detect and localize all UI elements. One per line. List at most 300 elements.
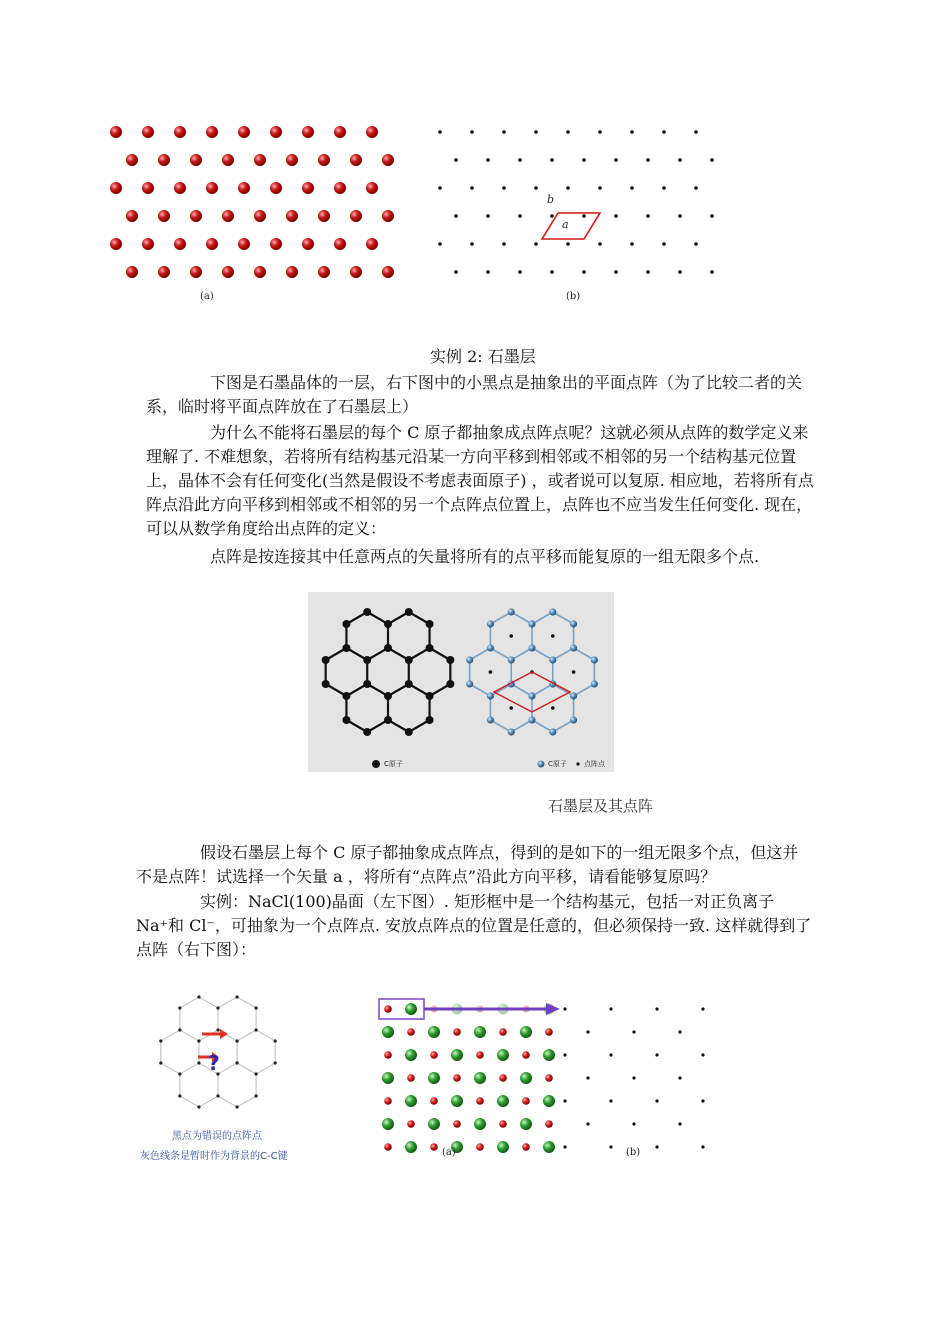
wrong-lattice-point xyxy=(274,1061,277,1064)
lattice-point xyxy=(438,242,442,246)
na-ion xyxy=(407,1074,415,1082)
bond xyxy=(237,1063,256,1074)
carbon-atom xyxy=(405,608,413,616)
carbon-atom xyxy=(487,692,494,699)
nacl-ion-grid xyxy=(382,1003,555,1153)
lattice-point xyxy=(609,1053,612,1056)
paragraph-not-lattice: 假设石墨层上每个 C 原子都抽象成点阵点，得到的是如下的一组无限多个点，但这并不是点阵！试选择一个矢量 a ，将所有“点阵点”沿此方向平移，请看能够复原吗？ xyxy=(136,843,799,886)
lattice-point xyxy=(598,130,602,134)
carbon-atom xyxy=(466,680,473,687)
bond xyxy=(256,1063,275,1074)
carbon-atom xyxy=(342,620,350,628)
cl-ion xyxy=(382,1118,394,1130)
lattice-point xyxy=(609,1007,612,1010)
cl-ion xyxy=(497,1049,509,1061)
na-ion xyxy=(476,1097,484,1105)
wrong-lattice-point xyxy=(255,1006,258,1009)
atom xyxy=(254,266,266,278)
lattice-point xyxy=(470,130,474,134)
carbon-atom xyxy=(528,692,535,699)
atom xyxy=(222,210,234,222)
lattice-point xyxy=(582,158,586,162)
atom xyxy=(206,126,218,138)
carbon-atom xyxy=(528,620,535,627)
figure1-label-b: (b) xyxy=(566,291,581,302)
na-ion xyxy=(499,1028,507,1036)
carbon-atom xyxy=(487,644,494,651)
atom xyxy=(382,154,394,166)
cl-ion xyxy=(520,1072,532,1084)
atom xyxy=(238,238,250,250)
wrong-lattice-point xyxy=(178,1028,181,1031)
lattice-point xyxy=(454,270,458,274)
lattice-point xyxy=(710,158,714,162)
carbon-atom xyxy=(426,716,434,724)
lattice-point xyxy=(646,158,650,162)
wrong-lattice-point xyxy=(197,1039,200,1042)
atom xyxy=(158,210,170,222)
carbon-atom xyxy=(570,644,577,651)
atom xyxy=(350,210,362,222)
nacl-point-lattice xyxy=(563,1007,704,1148)
lattice-point xyxy=(632,1122,635,1125)
lattice-point xyxy=(678,1076,681,1079)
cl-ion xyxy=(451,1095,463,1107)
lattice-point xyxy=(518,214,522,218)
legend-left xyxy=(372,759,403,768)
na-ion xyxy=(476,1051,484,1059)
lattice-point xyxy=(598,186,602,190)
cl-ion xyxy=(451,1049,463,1061)
cl-ion xyxy=(543,1141,555,1153)
bond xyxy=(218,1063,237,1074)
carbon-atom xyxy=(405,728,413,736)
atom xyxy=(190,154,202,166)
paragraph-nacl-continued: Na⁺和 Cl⁻，可抽象为一个点阵点. 安放点阵点的位置是任意的，但必须保持一致. 这样就得到了点阵（右下图）： xyxy=(136,916,812,959)
figure3-label-b: (b) xyxy=(626,1147,641,1158)
atom xyxy=(286,154,298,166)
bond xyxy=(199,997,218,1008)
bond xyxy=(180,997,199,1008)
lattice-point xyxy=(678,214,682,218)
atom xyxy=(334,126,346,138)
lattice-point xyxy=(470,242,474,246)
atom xyxy=(238,182,250,194)
carbon-atom xyxy=(405,656,413,664)
lattice-point xyxy=(550,214,554,218)
lattice-point xyxy=(502,242,506,246)
lattice-point xyxy=(678,158,682,162)
carbon-atom xyxy=(342,692,350,700)
cl-ion xyxy=(405,1049,417,1061)
atom xyxy=(318,210,330,222)
atom xyxy=(110,182,122,194)
lattice-point xyxy=(655,1053,658,1056)
atom xyxy=(366,182,378,194)
carbon-atom xyxy=(570,716,577,723)
wrong-lattice-point xyxy=(178,1072,181,1075)
lattice-point xyxy=(701,1053,704,1056)
svg-text:点阵点: 点阵点 xyxy=(584,760,605,768)
wrong-lattice-point xyxy=(255,1028,258,1031)
lattice-point xyxy=(438,186,442,190)
arrowhead-icon xyxy=(546,1003,560,1015)
carbon-atom xyxy=(570,620,577,627)
atom xyxy=(334,182,346,194)
paragraph-lattice-definition: 点阵是按连接其中任意两点的矢量将所有的点平移而能复原的一组无限多个点. xyxy=(210,547,760,566)
atom xyxy=(190,266,202,278)
carbon-atom xyxy=(384,716,392,724)
atom xyxy=(286,266,298,278)
atom xyxy=(254,210,266,222)
atom xyxy=(158,154,170,166)
na-ion xyxy=(453,1074,461,1082)
atom xyxy=(334,238,346,250)
cl-ion xyxy=(382,1072,394,1084)
atom xyxy=(174,238,186,250)
carbon-atom xyxy=(487,620,494,627)
carbon-atom xyxy=(528,644,535,651)
atom xyxy=(254,154,266,166)
carbon-atom xyxy=(426,644,434,652)
lattice-point xyxy=(646,214,650,218)
wrong-lattice-point xyxy=(255,1094,258,1097)
atom xyxy=(174,126,186,138)
carbon-atom xyxy=(528,716,535,723)
lattice-point xyxy=(454,214,458,218)
lattice-point xyxy=(566,242,570,246)
bond xyxy=(161,1063,180,1074)
atom xyxy=(286,210,298,222)
atom xyxy=(126,266,138,278)
na-ion xyxy=(476,1143,484,1151)
lattice-point xyxy=(509,706,513,710)
bond xyxy=(199,1096,218,1107)
figure1-label-a: (a) xyxy=(200,291,214,302)
lattice-point xyxy=(486,214,490,218)
lattice-point xyxy=(701,1145,704,1148)
cl-ion xyxy=(405,1095,417,1107)
atom xyxy=(382,266,394,278)
lattice-point xyxy=(614,158,618,162)
na-ion xyxy=(407,1120,415,1128)
bond xyxy=(237,1030,256,1041)
atom xyxy=(126,154,138,166)
wrong-lattice-point xyxy=(235,1061,238,1064)
lattice-point xyxy=(694,186,698,190)
lattice-point xyxy=(678,270,682,274)
point-lattice-panel-b xyxy=(438,130,714,274)
carbon-atom xyxy=(342,644,350,652)
atom xyxy=(222,154,234,166)
na-ion xyxy=(499,1120,507,1128)
na-ion xyxy=(430,1097,438,1105)
atom xyxy=(174,182,186,194)
lattice-point xyxy=(586,1076,589,1079)
lattice-point xyxy=(534,186,538,190)
wrong-lattice-point xyxy=(235,1039,238,1042)
figure2-caption: 石墨层及其点阵 xyxy=(548,797,654,815)
question-mark: ? xyxy=(208,1051,220,1075)
lattice-point xyxy=(655,1099,658,1102)
paragraph-nacl-example: 实例：NaCl(100)晶面（左下图）. 矩形框中是一个结构基元，包括一对正负离子 xyxy=(200,892,775,911)
carbon-atom xyxy=(549,608,556,615)
bond xyxy=(256,1030,275,1041)
cl-ion xyxy=(405,1003,417,1015)
wrong-lattice-point xyxy=(255,1072,258,1075)
carbon-atom xyxy=(384,620,392,628)
na-ion xyxy=(453,1120,461,1128)
carbon-atom xyxy=(508,656,515,663)
bond xyxy=(237,1096,256,1107)
wrong-lattice-point xyxy=(235,995,238,998)
atom xyxy=(142,126,154,138)
wrong-lattice-point xyxy=(159,1039,162,1042)
carbon-atom xyxy=(363,656,371,664)
carbon-atom xyxy=(591,656,598,663)
lattice-point xyxy=(502,130,506,134)
na-ion xyxy=(545,1028,553,1036)
atom xyxy=(110,126,122,138)
carbon-atom xyxy=(446,656,454,664)
na-ion xyxy=(384,1143,392,1151)
na-ion xyxy=(430,1143,438,1151)
lattice-point xyxy=(655,1007,658,1010)
na-ion xyxy=(384,1051,392,1059)
carbon-atom xyxy=(342,716,350,724)
cl-ion xyxy=(474,1072,486,1084)
carbon-atom xyxy=(322,680,330,688)
lattice-point xyxy=(632,1030,635,1033)
lattice-point xyxy=(582,214,586,218)
bond xyxy=(218,997,237,1008)
lattice-point xyxy=(563,1145,566,1148)
wrong-lattice-point xyxy=(178,1006,181,1009)
atom xyxy=(206,182,218,194)
lattice-point xyxy=(486,270,490,274)
atom xyxy=(238,126,250,138)
carbon-atom xyxy=(426,692,434,700)
cl-ion xyxy=(497,1095,509,1107)
lattice-point xyxy=(614,214,618,218)
lattice-point xyxy=(614,270,618,274)
wrong-lattice-point xyxy=(216,1028,219,1031)
atom xyxy=(206,238,218,250)
lattice-point xyxy=(582,270,586,274)
atom xyxy=(366,238,378,250)
na-ion xyxy=(453,1028,461,1036)
carbon-atom xyxy=(591,680,598,687)
figure-nacl-lattice xyxy=(370,995,715,1165)
atom-lattice-panel-a xyxy=(110,126,394,278)
lattice-point xyxy=(586,1030,589,1033)
svg-text:C原子: C原子 xyxy=(384,760,403,768)
lattice-point xyxy=(551,634,555,638)
svg-text:C原子: C原子 xyxy=(548,760,567,768)
bond xyxy=(161,1030,180,1041)
lattice-point xyxy=(550,158,554,162)
atom xyxy=(270,182,282,194)
lattice-point xyxy=(609,1099,612,1102)
wrong-lattice-point xyxy=(197,995,200,998)
lattice-point xyxy=(566,186,570,190)
na-ion xyxy=(499,1074,507,1082)
figure-wrong-lattice xyxy=(140,990,320,1170)
wrong-lattice-point xyxy=(159,1061,162,1064)
carbon-atom xyxy=(363,608,371,616)
paragraph-lattice-question: 为什么不能将石墨层的每个 C 原子都抽象成点阵点呢？这就必须从点阵的数学定义来理解了. 不难想象，若将所有结构基元沿某一方向平移到相邻或不相邻的另一个结构基元位置上，晶体不会有任何变化(当然是假设不考虑表面原子) ，或者说可以复原. 相应地，若将所有点阵点沿此方向平移到相邻或不相邻的另一个点阵点位置上，点阵也不应当发生任何变化. 现在，可以从数学角度给出点阵的定义： xyxy=(146,423,814,538)
cl-ion xyxy=(497,1141,509,1153)
lattice-point xyxy=(489,670,493,674)
na-ion xyxy=(384,1097,392,1105)
lattice-point xyxy=(609,1145,612,1148)
atom xyxy=(350,154,362,166)
lattice-point xyxy=(632,1076,635,1079)
atom xyxy=(350,266,362,278)
carbon-atom xyxy=(570,692,577,699)
cl-ion xyxy=(520,1118,532,1130)
na-ion xyxy=(545,1074,553,1082)
na-ion xyxy=(430,1051,438,1059)
section-title: 实例 2: 石墨层 xyxy=(430,347,536,366)
lattice-point xyxy=(563,1099,566,1102)
cl-ion xyxy=(543,1095,555,1107)
lattice-point xyxy=(678,1122,681,1125)
lattice-point xyxy=(518,158,522,162)
bond xyxy=(180,1063,199,1074)
atom xyxy=(270,238,282,250)
cl-ion xyxy=(382,1026,394,1038)
wrong-lattice-point xyxy=(216,1094,219,1097)
lattice-point xyxy=(630,242,634,246)
atom xyxy=(142,238,154,250)
carbon-atom xyxy=(549,728,556,735)
carbon-atom xyxy=(508,728,515,735)
vector-b-label: b xyxy=(547,193,555,206)
atom xyxy=(302,238,314,250)
lattice-point xyxy=(550,270,554,274)
note-grey-lines: 灰色线条是暂时作为背景的C-C键 xyxy=(140,1151,288,1162)
lattice-point xyxy=(518,270,522,274)
cl-ion xyxy=(405,1141,417,1153)
wrong-lattice-point xyxy=(197,1105,200,1108)
carbon-atom xyxy=(363,728,371,736)
atom xyxy=(270,126,282,138)
cl-ion xyxy=(520,1026,532,1038)
lattice-point xyxy=(486,158,490,162)
cl-ion xyxy=(428,1072,440,1084)
wrong-lattice-point xyxy=(216,1006,219,1009)
lattice-point xyxy=(694,242,698,246)
na-ion xyxy=(522,1143,530,1151)
atom xyxy=(302,126,314,138)
lattice-point xyxy=(662,130,666,134)
atom xyxy=(142,182,154,194)
vector-a-label: a xyxy=(562,218,569,231)
atom xyxy=(158,266,170,278)
lattice-point xyxy=(509,634,513,638)
lattice-point xyxy=(566,130,570,134)
carbon-atom xyxy=(426,620,434,628)
wrong-lattice-point xyxy=(178,1094,181,1097)
lattice-point xyxy=(662,242,666,246)
lattice-point xyxy=(701,1007,704,1010)
lattice-point xyxy=(534,130,538,134)
na-ion xyxy=(545,1120,553,1128)
figure3-label-a: (a) xyxy=(442,1147,456,1158)
lattice-point xyxy=(470,186,474,190)
cl-ion xyxy=(543,1049,555,1061)
lattice-point xyxy=(646,270,650,274)
atom xyxy=(126,210,138,222)
lattice-point xyxy=(662,186,666,190)
bond xyxy=(237,997,256,1008)
lattice-point xyxy=(598,242,602,246)
wrong-lattice-point xyxy=(197,1061,200,1064)
lattice-point xyxy=(710,270,714,274)
cl-ion xyxy=(428,1026,440,1038)
bond xyxy=(180,1096,199,1107)
lattice-point xyxy=(655,1145,658,1148)
carbon-atom xyxy=(322,656,330,664)
na-ion xyxy=(384,1005,392,1013)
red-arrowhead-icon xyxy=(220,1029,228,1039)
lattice-point xyxy=(551,706,555,710)
paragraph-graphite-intro: 下图是石墨晶体的一层，右下图中的小黑点是抽象出的平面点阵（为了比较二者的关系，临时将平面点阵放在了石墨层上） xyxy=(146,373,803,416)
atom xyxy=(318,154,330,166)
lattice-point xyxy=(572,670,576,674)
wrong-lattice-point xyxy=(235,1105,238,1108)
cl-ion xyxy=(428,1118,440,1130)
lattice-point xyxy=(502,186,506,190)
lattice-point xyxy=(630,130,634,134)
atom xyxy=(382,210,394,222)
carbon-atom xyxy=(466,656,473,663)
carbon-atom xyxy=(384,644,392,652)
figure-graphite-layer xyxy=(308,592,614,772)
wrong-lattice-point xyxy=(274,1039,277,1042)
carbon-atom xyxy=(508,608,515,615)
lattice-point xyxy=(678,1030,681,1033)
note-wrong-points: 黑点为错误的点阵点 xyxy=(172,1131,262,1142)
carbon-atom xyxy=(446,680,454,688)
lattice-point xyxy=(563,1053,566,1056)
carbon-atom xyxy=(405,680,413,688)
bond xyxy=(218,1096,237,1107)
atom xyxy=(302,182,314,194)
bond xyxy=(180,1030,199,1041)
lattice-point xyxy=(563,1007,566,1010)
atom xyxy=(318,266,330,278)
figure-hexagonal-lattice xyxy=(100,115,740,315)
lattice-point xyxy=(586,1122,589,1125)
carbon-atom xyxy=(384,692,392,700)
atom xyxy=(366,126,378,138)
carbon-atom xyxy=(549,656,556,663)
atom xyxy=(222,266,234,278)
lattice-point xyxy=(710,214,714,218)
na-ion xyxy=(407,1028,415,1036)
lattice-point xyxy=(630,186,634,190)
carbon-atom xyxy=(363,680,371,688)
lattice-point xyxy=(454,158,458,162)
na-ion xyxy=(522,1097,530,1105)
lattice-point xyxy=(534,242,538,246)
lattice-point xyxy=(438,130,442,134)
lattice-point xyxy=(701,1099,704,1102)
atom xyxy=(190,210,202,222)
carbon-atom xyxy=(487,716,494,723)
